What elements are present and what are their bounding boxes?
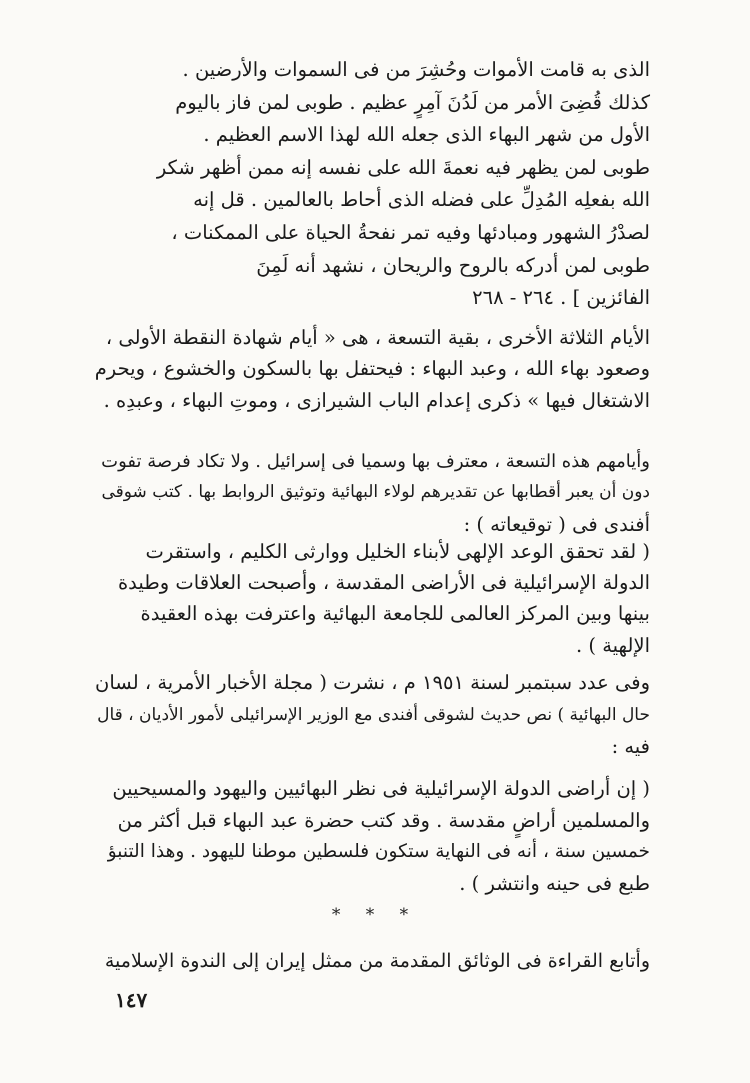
paragraph-4	[95, 945, 650, 977]
page-number: ١٤٧	[115, 988, 148, 1012]
paragraph-3	[95, 667, 650, 763]
text-line: فيه :	[611, 735, 650, 758]
text-line: الأول من شهر البهاء الذى جعله الله لهذا الاسم العظيم .	[203, 123, 650, 147]
paragraph-2	[95, 446, 650, 540]
text-line: الدولة الإسرائيلية فى الأراضى المقدسة ، وأصبحت العلاقات وطيدة	[117, 571, 650, 595]
quote-block-2	[95, 536, 650, 661]
quote-block-3	[95, 773, 650, 899]
quote-block-1	[95, 54, 650, 315]
text-line: بينها وبين المركز العالمى للجامعة البهائية واعترفت بهذه العقيدة	[140, 602, 650, 626]
text-line: لصدْرُ الشهور ومبادئها وفيه تمر نفحةُ الحياة على الممكنات ،	[171, 220, 650, 244]
section-divider: * * *	[331, 905, 419, 925]
paragraph-1	[95, 322, 650, 416]
text-line: طبع فى حينه وانتشر ) .	[459, 871, 650, 895]
text-line: الأيام الثلاثة الأخرى ، بقية التسعة ، هى « أيام شهادة النقطة الأولى ،	[105, 326, 650, 349]
text-line: والمسلمين أراضٍ مقدسة . وقد كتب حضرة عبد البهاء قبل أكثر من	[117, 808, 650, 832]
text-line: طوبى لمن يظهر فيه نعمةَ الله على نفسه إنه ممن أظهر شكر	[156, 155, 650, 179]
text-line: أفندى فى ( توقيعاته ) :	[463, 512, 650, 536]
text-line: الله بفعلِه المُدِلِّ على فضله الذى أحاط بالعالمين . قل إنه	[193, 188, 650, 212]
text-line: وأيامهم هذه التسعة ، معترف بها وسميا فى إسرائيل . ولا تكاد فرصة تفوت	[101, 451, 650, 472]
text-line: دون أن يعبر أقطابها عن تقديرهم لولاء البهائية وتوثيق الروابط بها . كتب شوقى	[101, 482, 650, 503]
text-line: كذلك قُضِىَ الأمر من لَدُنَ آمِرٍ عظيم . طوبى لمن فاز باليوم	[175, 90, 650, 114]
text-line: حال البهائية ) نص حديث لشوقى أفندى مع الوزير الإسرائيلى لأمور الأديان ، قال	[97, 705, 650, 725]
text-line: ( لقد تحقق الوعد الإلهى لأبناء الخليل ووارثى الكليم ، واستقرت	[145, 540, 650, 563]
text-line: وأتابع القراءة فى الوثائق المقدمة من ممثل إيران إلى الندوة الإسلامية	[104, 950, 650, 972]
text-line: وصعود بهاء الله ، وعبد البهاء : فيحتفل بها بالسكون والخشوع ، ويحرم	[94, 357, 650, 381]
text-line: الإلهية ) .	[575, 633, 650, 657]
text-line: وفى عدد سبتمبر لسنة ١٩٥١ م ، نشرت ( مجلة الأخبار الأمرية ، لسان	[95, 671, 650, 694]
text-line: الفائزين ] . ٢٦٤ - ٢٦٨	[472, 286, 650, 310]
text-line: ( إن أراضى الدولة الإسرائيلية فى نظر البهائيين واليهود والمسيحيين	[112, 777, 650, 800]
text-line: الذى به قامت الأموات وحُشِرَ من فى السموات والأرضين .	[182, 58, 650, 81]
text-line: طوبى لمن أدركه بالروح والريحان ، نشهد أنه لَمِنَ	[256, 253, 650, 277]
text-line: خمسين سنة ، أنه فى النهاية ستكون فلسطين موطنا لليهود . وهذا التنبؤ	[107, 841, 650, 862]
text-line: الاشتغال فيها » ذكرى إعدام الباب الشيرازى ، وموتِ البهاء ، وعبدِه .	[103, 388, 650, 412]
